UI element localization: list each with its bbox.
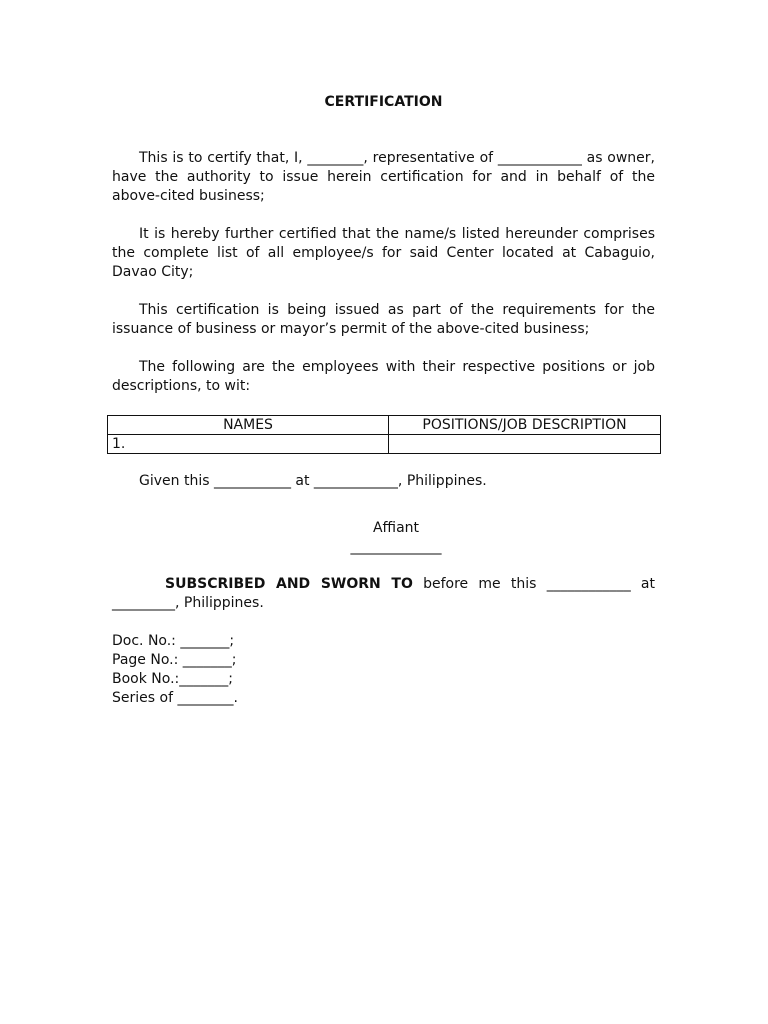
doc-no: Doc. No.: _______; (112, 633, 235, 649)
paragraph-purpose: This certification is being issued as part of the requirements for the issuance of business or mayor’s permit of the above-cited business; (112, 302, 655, 337)
sworn-bold-text: SUBSCRIBED AND SWORN TO (165, 576, 413, 592)
header-names: NAMES (108, 416, 389, 435)
header-positions: POSITIONS/JOB DESCRIPTION (389, 416, 661, 435)
table-row (108, 435, 661, 454)
given-line: Given this ___________ at ____________, Philippines. (139, 473, 487, 489)
table-cell-position (389, 435, 661, 454)
book-no: Book No.:_______; (112, 671, 233, 687)
table-header-row (108, 416, 661, 435)
document-title: CERTIFICATION (324, 94, 443, 110)
document-body (112, 93, 655, 708)
table-cell-name: 1. (108, 435, 389, 454)
paragraph-certify: This is to certify that, I, ________, representative of ____________ as owner, have the authority to issue herein certification for and in behalf of the above-cited business; (112, 150, 655, 204)
sworn-rest-text: before me this ____________ at _________, Philippines. (112, 576, 656, 611)
paragraph-following: The following are the employees with their respective positions or job descriptions, to wit: (112, 359, 655, 394)
paragraph-employee-list: It is hereby further certified that the name/s listed hereunder comprises the complete list of all employee/s for said Center located at Cabaguio, Davao City; (112, 226, 655, 280)
series: Series of ________. (112, 690, 238, 706)
affiant-label: Affiant (372, 520, 420, 536)
sworn-statement (112, 575, 655, 613)
signature-line: _____________ (350, 539, 442, 555)
notary-block (112, 632, 655, 708)
employee-table (107, 415, 661, 454)
page-no: Page No.: _______; (112, 652, 237, 668)
